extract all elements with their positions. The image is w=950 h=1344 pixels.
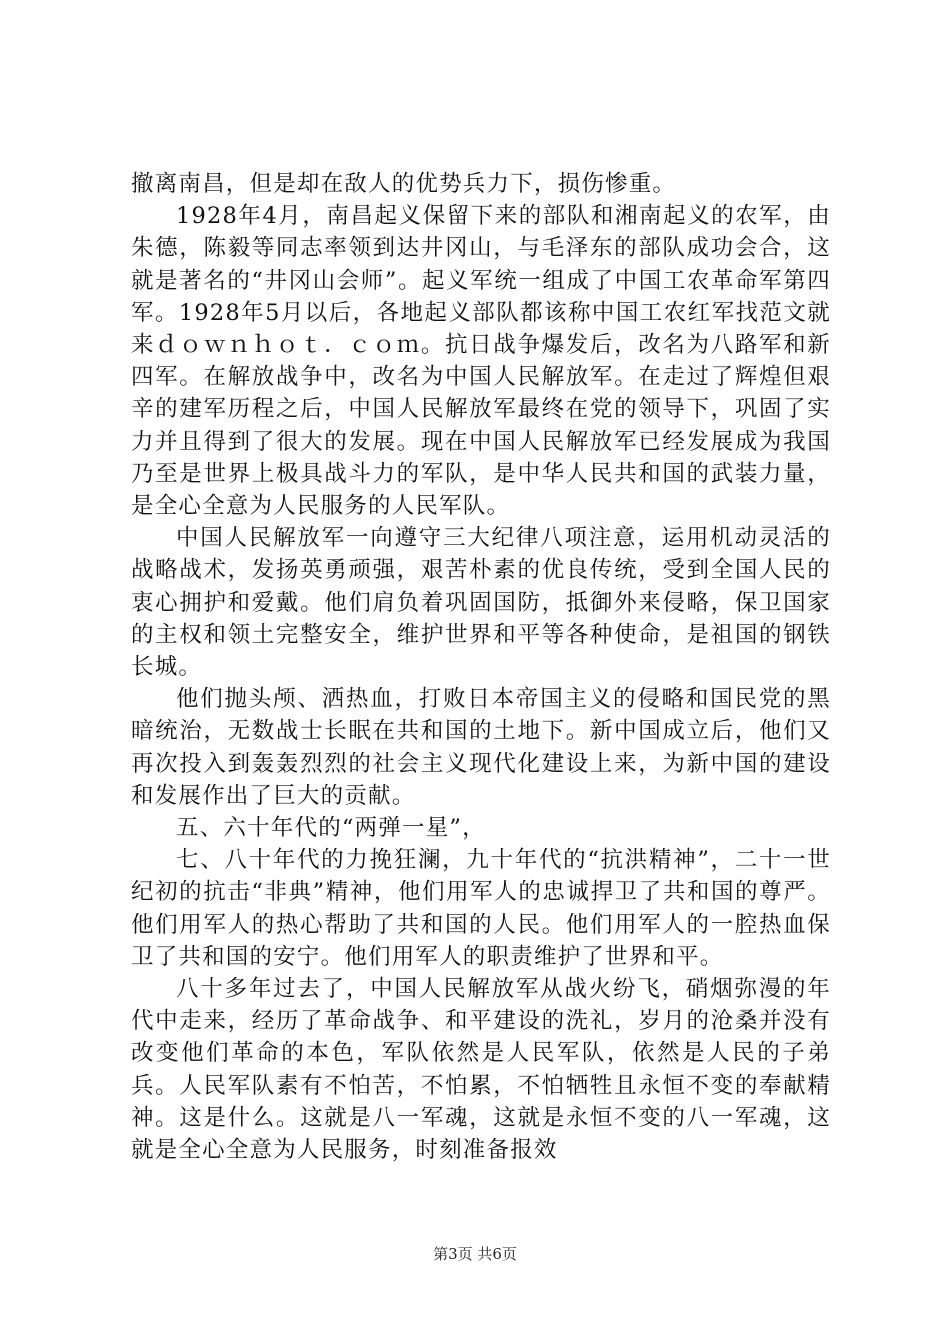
paragraph-5: 五、六十年代的“两弹一星”，	[176, 815, 486, 842]
paragraph-6: 七、八十年代的力挽狂澜，九十年代的“抗洪精神”，二十一世纪初的抗击“非典”精神，他们用军人的忠诚捍卫了共和国的尊严。他们用军人的热心帮助了共和国的人民。他们用军人的一腔热血保卫了共和国的安宁。他们用军人的职责维护了世界和平。	[131, 847, 831, 970]
paragraph-4: 他们抛头颅、洒热血，打败日本帝国主义的侵略和国民党的黑暗统治，无数战士长眠在共和国的土地下。新中国成立后，他们又再次投入到轰轰烈烈的社会主义现代化建设上来，为新中国的建设和发展作出了巨大的贡献。	[131, 686, 831, 809]
paragraph-7: 八十多年过去了，中国人民解放军从战火纷飞，硝烟弥漫的年代中走来，经历了革命战争、和平建设的洗礼，岁月的沧桑并没有改变他们革命的本色，军队依然是人民军队，依然是人民的子弟兵。人民军队素有不怕苦，不怕累，不怕牺牲且永恒不变的奉献精神。这是什么。这就是八一军魂，这就是永恒不变的八一军魂，这就是全心全意为人民服务，时刻准备报效	[131, 976, 831, 1164]
paragraph-2: 1928年4月，南昌起义保留下来的部队和湘南起义的农军，由朱德，陈毅等同志率领到达井冈山，与毛泽东的部队成功会合，这就是著名的“井冈山会师”。起义军统一组成了中国工农革命军第四军。1928年5月以后，各地起义部队都该称中国工农红军找范文就来ｄｏｗｎｈｏｔ．ｃｏｍ。抗日战争爆发后，改名为八路军和新四军。在解放战争中，改名为中国人民解放军。在走过了辉煌但艰辛的建军历程之后，中国人民解放军最终在党的领导下，巩固了实力并且得到了很大的发展。现在中国人民解放军已经发展成为我国乃至是世界上极具战斗力的军队，是中华人民共和国的武装力量，是全心全意为人民服务的人民军队。	[131, 203, 831, 520]
document-body	[131, 168, 831, 1166]
page-footer	[0, 1244, 950, 1264]
page-number: 第3页 共6页	[433, 1245, 517, 1263]
paragraph-3: 中国人民解放军一向遵守三大纪律八项注意，运用机动灵活的战略战术，发扬英勇顽强，艰苦朴素的优良传统，受到全国人民的衷心拥护和爱戴。他们肩负着巩固国防，抵御外来侵略，保卫国家的主权和领土完整安全，维护世界和平等各种使命，是祖国的钢铁长城。	[131, 525, 831, 681]
paragraph-1: 撤离南昌，但是却在敌人的优势兵力下，损伤惨重。	[131, 171, 677, 197]
